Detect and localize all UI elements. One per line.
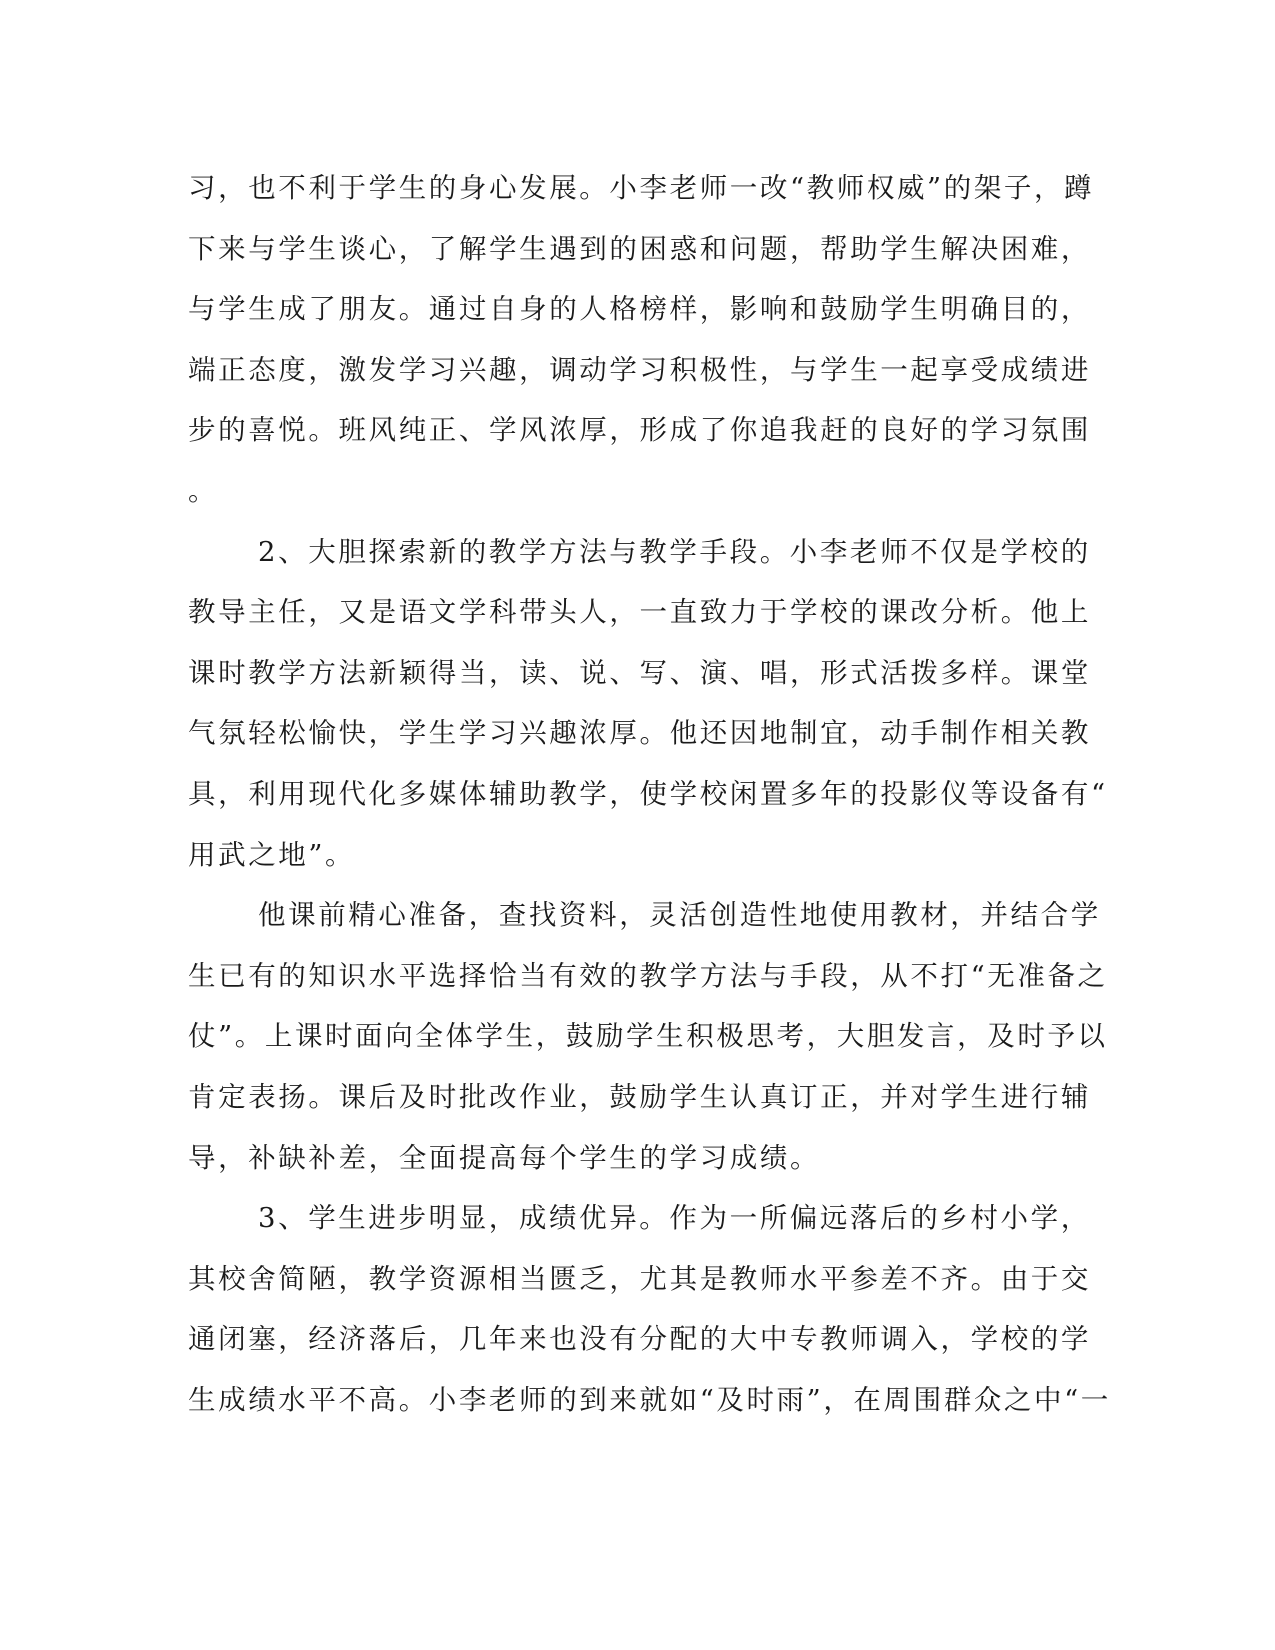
text-line: 其校舍简陋，教学资源相当匮乏，尤其是教师水平参差不齐。由于交 xyxy=(188,1262,1091,1295)
text-line: 生成绩水平不高。小李老师的到来就如“及时雨”，在周围群众之中“一 xyxy=(188,1383,1111,1416)
paragraph-start-line: 3、学生进步明显，成绩优异。作为一所偏远落后的乡村小学， xyxy=(258,1202,1091,1235)
text-line: 。 xyxy=(188,474,219,507)
text-line: 习，也不利于学生的身心发展。小李老师一改“教师权威”的架子，蹲 xyxy=(188,172,1095,204)
text-line: 用武之地”。 xyxy=(188,838,356,871)
paragraph-start-line: 2、大胆探索新的教学方法与教学手段。小李老师不仅是学校的 xyxy=(258,535,1091,568)
text-line: 仗”。上课时面向全体学生，鼓励学生积极思考，大胆发言，及时予以 xyxy=(188,1020,1108,1053)
text-line: 下来与学生谈心，了解学生遇到的困惑和问题，帮助学生解决困难， xyxy=(188,232,1091,265)
text-line: 具，利用现代化多媒体辅助教学，使学校闲置多年的投影仪等设备有“ xyxy=(188,777,1108,810)
text-line: 教导主任，又是语文学科带头人，一直致力于学校的课改分析。他上 xyxy=(188,596,1091,629)
text-line: 与学生成了朋友。通过自身的人格榜样，影响和鼓励学生明确目的， xyxy=(188,293,1091,326)
text-line: 课时教学方法新颖得当，读、说、写、演、唱，形式活拨多样。课堂 xyxy=(188,656,1091,689)
text-line: 肯定表扬。课后及时批改作业，鼓励学生认真订正，并对学生进行辅 xyxy=(188,1080,1091,1113)
paragraph-start-line: 他课前精心准备，查找资料，灵活创造性地使用教材，并结合学 xyxy=(258,899,1101,932)
text-line: 通闭塞，经济落后，几年来也没有分配的大中专教师调入，学校的学 xyxy=(188,1323,1091,1356)
document-body xyxy=(188,158,1111,1430)
text-line: 步的喜悦。班风纯正、学风浓厚，形成了你追我赶的良好的学习氛围 xyxy=(188,414,1091,447)
text-line: 生已有的知识水平选择恰当有效的教学方法与手段，从不打“无准备之 xyxy=(188,959,1108,992)
text-line: 导，补缺补差，全面提高每个学生的学习成绩。 xyxy=(188,1141,821,1174)
text-line: 端正态度，激发学习兴趣，调动学习积极性，与学生一起享受成绩进 xyxy=(188,353,1091,386)
text-line: 气氛轻松愉快，学生学习兴趣浓厚。他还因地制宜，动手制作相关教 xyxy=(188,717,1091,750)
